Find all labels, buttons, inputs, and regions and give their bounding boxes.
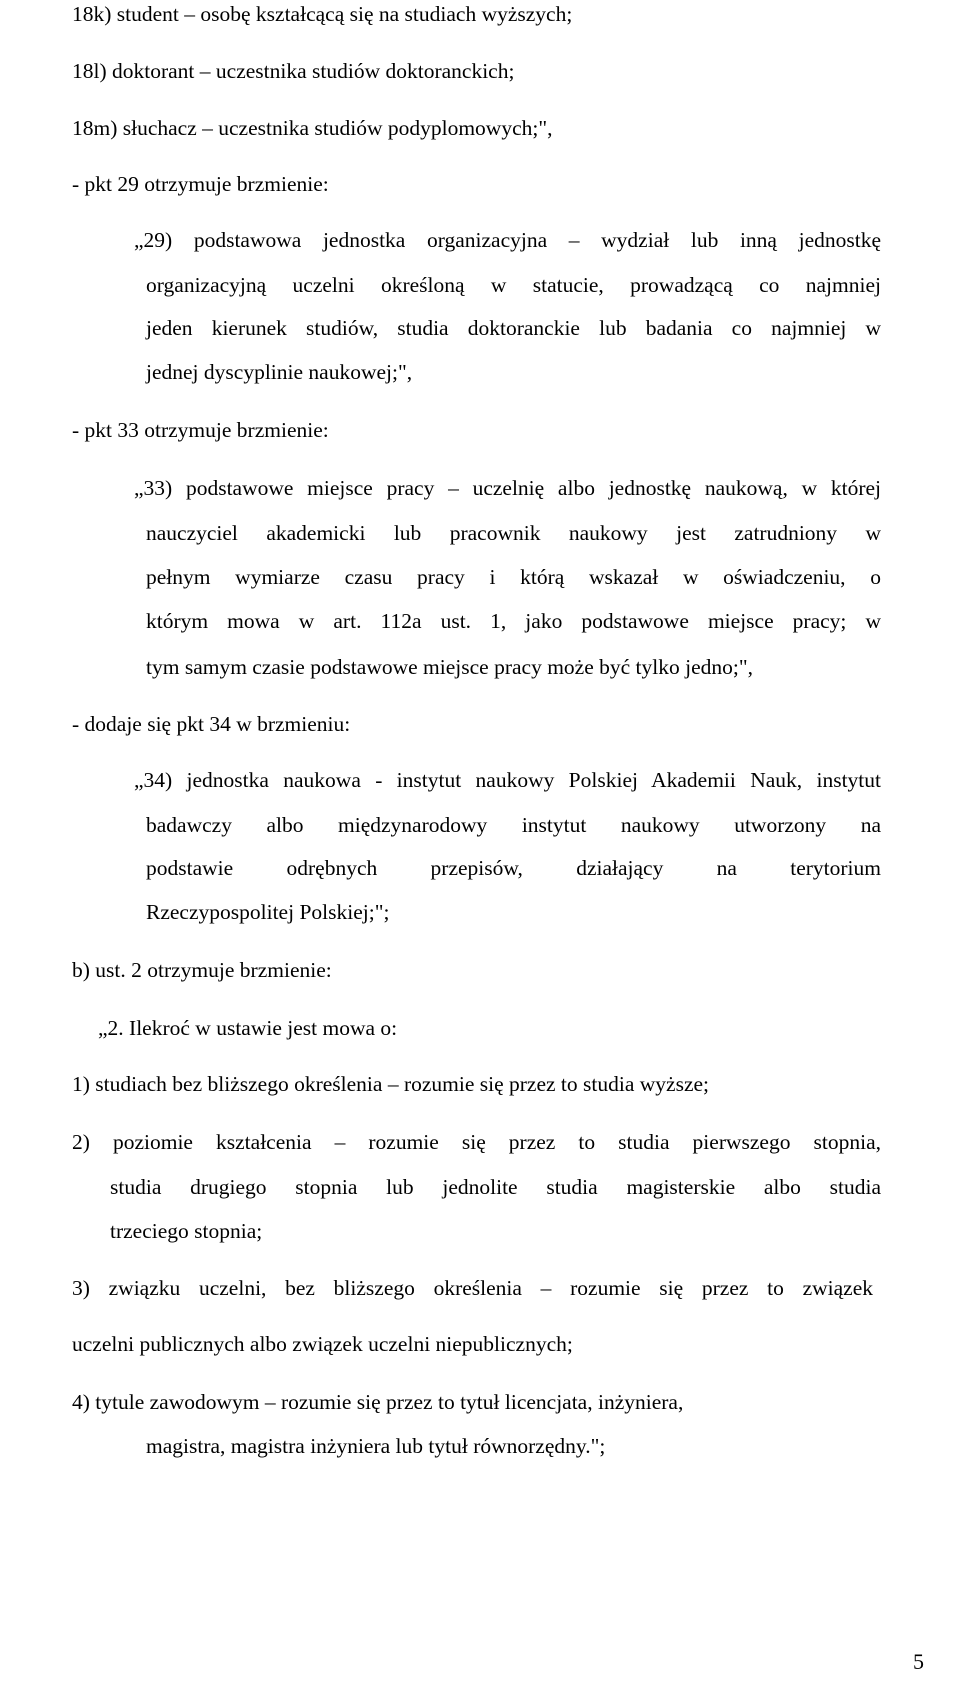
ust2-item-1: 1) studiach bez bliższego określenia – rozumie się przez to studia wyższe; bbox=[72, 1072, 710, 1096]
pkt33-line-5: tym samym czasie podstawowe miejsce pracy może być tylko jedno;", bbox=[146, 655, 754, 679]
pkt33-line-1: „33) podstawowe miejsce pracy – uczelnię albo jednostkę naukową, w której bbox=[134, 476, 881, 500]
pkt33-line-2: nauczyciel akademicki lub pracownik naukowy jest zatrudniony w bbox=[146, 521, 881, 545]
pkt34-line-2: badawczy albo międzynarodowy instytut naukowy utworzony na bbox=[146, 813, 881, 837]
ust2-item-4-line-2: magistra, magistra inżyniera lub tytuł równorzędny."; bbox=[146, 1434, 606, 1458]
definition-18m: 18m) słuchacz – uczestnika studiów podyplomowych;", bbox=[72, 116, 553, 140]
ust2-item-2-line-2: studia drugiego stopnia lub jednolite studia magisterskie albo studia bbox=[110, 1175, 881, 1199]
ust2-item-3-line-1: 3) związku uczelni, bez bliższego określenia – rozumie się przez to związek bbox=[72, 1276, 873, 1300]
pkt29-line-4: jednej dyscyplinie naukowej;", bbox=[146, 360, 413, 384]
pkt29-intro: - pkt 29 otrzymuje brzmienie: bbox=[72, 172, 329, 196]
pkt29-line-1: „29) podstawowa jednostka organizacyjna – wydział lub inną jednostkę bbox=[134, 228, 881, 252]
ust2-item-2-line-1: 2) poziomie kształcenia – rozumie się przez to studia pierwszego stopnia, bbox=[72, 1130, 881, 1154]
ust2-item-3-line-2: uczelni publicznych albo związek uczelni niepublicznych; bbox=[72, 1332, 573, 1356]
pkt33-line-3: pełnym wymiarze czasu pracy i którą wskazał w oświadczeniu, o bbox=[146, 565, 881, 589]
pkt29-line-2: organizacyjną uczelni określoną w statucie, prowadzącą co najmniej bbox=[146, 273, 881, 297]
ust2-item-2-line-3: trzeciego stopnia; bbox=[110, 1219, 263, 1243]
pkt34-line-4: Rzeczypospolitej Polskiej;"; bbox=[146, 900, 390, 924]
pkt33-intro: - pkt 33 otrzymuje brzmienie: bbox=[72, 418, 329, 442]
pkt34-intro: - dodaje się pkt 34 w brzmieniu: bbox=[72, 712, 351, 736]
ust2-item-4-line-1: 4) tytule zawodowym – rozumie się przez to tytuł licencjata, inżyniera, bbox=[72, 1390, 684, 1414]
pkt34-line-1: „34) jednostka naukowa - instytut naukowy Polskiej Akademii Nauk, instytut bbox=[134, 768, 881, 792]
ust2-intro: b) ust. 2 otrzymuje brzmienie: bbox=[72, 958, 332, 982]
definition-18l: 18l) doktorant – uczestnika studiów doktoranckich; bbox=[72, 59, 515, 83]
pkt34-line-3: podstawie odrębnych przepisów, działający na terytorium bbox=[146, 856, 881, 880]
pkt29-line-3: jeden kierunek studiów, studia doktoranckie lub badania co najmniej w bbox=[146, 316, 881, 340]
definition-18k: 18k) student – osobę kształcącą się na studiach wyższych; bbox=[72, 2, 573, 26]
pkt33-line-4: którym mowa w art. 112a ust. 1, jako podstawowe miejsce pracy; w bbox=[146, 609, 881, 633]
page-number: 5 bbox=[913, 1649, 924, 1674]
ust2-lead: „2. Ilekroć w ustawie jest mowa o: bbox=[98, 1016, 398, 1040]
